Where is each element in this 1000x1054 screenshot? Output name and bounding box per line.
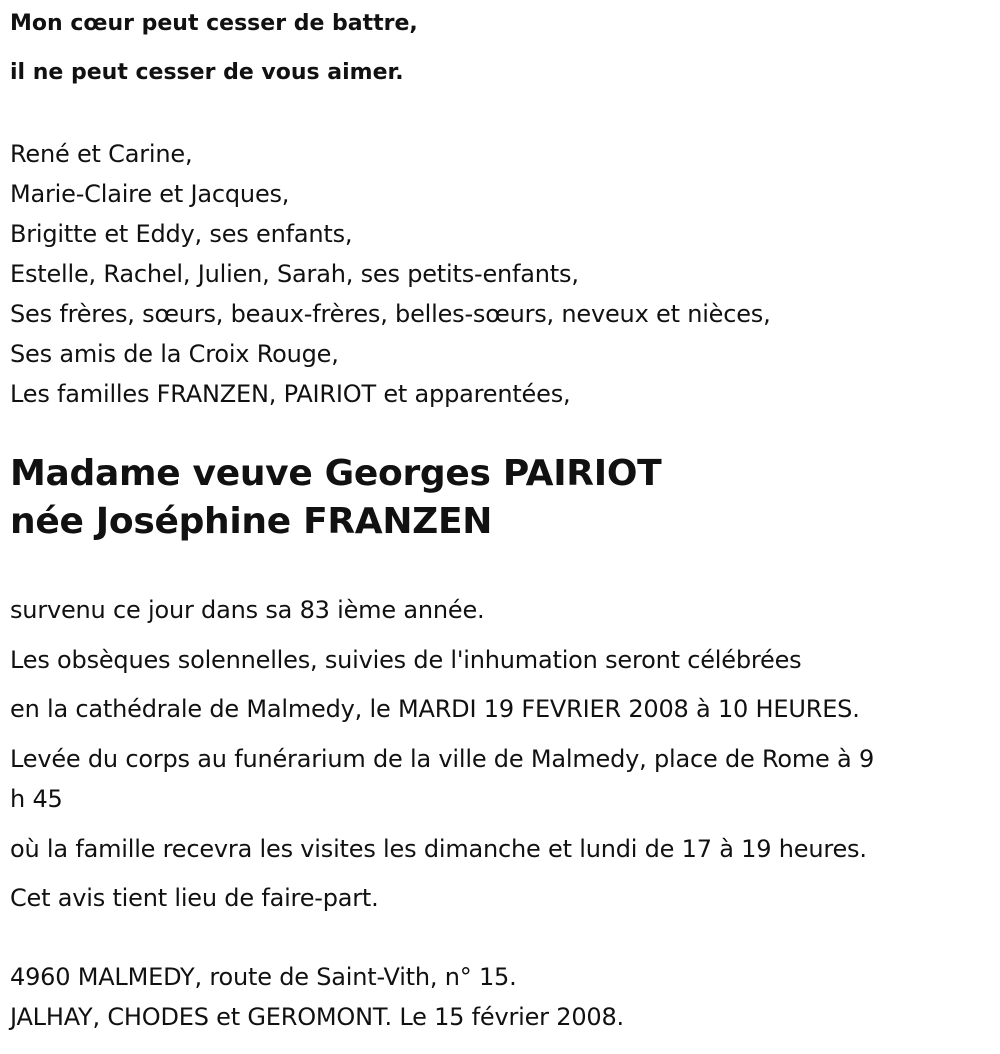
announcement-line: h 45 (10, 785, 63, 813)
announcement-line: survenu ce jour dans sa 83 ième année. (10, 596, 485, 624)
announcement-line: où la famille recevra les visites les dimanche et lundi de 17 à 19 heures. (10, 835, 867, 863)
family-line: Marie-Claire et Jacques, (10, 180, 290, 208)
family-line: Estelle, Rachel, Julien, Sarah, ses petits-enfants, (10, 260, 579, 288)
deceased-name-line: née Joséphine FRANZEN (10, 501, 493, 542)
announcement-line: Cet avis tient lieu de faire-part. (10, 884, 379, 912)
place-date-line: JALHAY, CHODES et GEROMONT. Le 15 février 2008. (10, 1003, 624, 1031)
epigraph-line: il ne peut cesser de vous aimer. (10, 60, 404, 85)
deceased-name-line: Madame veuve Georges PAIRIOT (10, 453, 662, 494)
family-line: Ses frères, sœurs, beaux-frères, belles-sœurs, neveux et nièces, (10, 300, 771, 328)
announcement-line: Levée du corps au funérarium de la ville de Malmedy, place de Rome à 9 (10, 745, 875, 773)
announcement-line: Les obsèques solennelles, suivies de l'inhumation seront célébrées (10, 646, 802, 674)
family-line: René et Carine, (10, 140, 193, 168)
family-line: Brigitte et Eddy, ses enfants, (10, 220, 353, 248)
family-line: Les familles FRANZEN, PAIRIOT et apparentées, (10, 380, 571, 408)
address-line: 4960 MALMEDY, route de Saint-Vith, n° 15. (10, 963, 517, 991)
announcement-line: en la cathédrale de Malmedy, le MARDI 19 FEVRIER 2008 à 10 HEURES. (10, 695, 860, 723)
epigraph-line: Mon cœur peut cesser de battre, (10, 11, 418, 36)
family-line: Ses amis de la Croix Rouge, (10, 340, 339, 368)
